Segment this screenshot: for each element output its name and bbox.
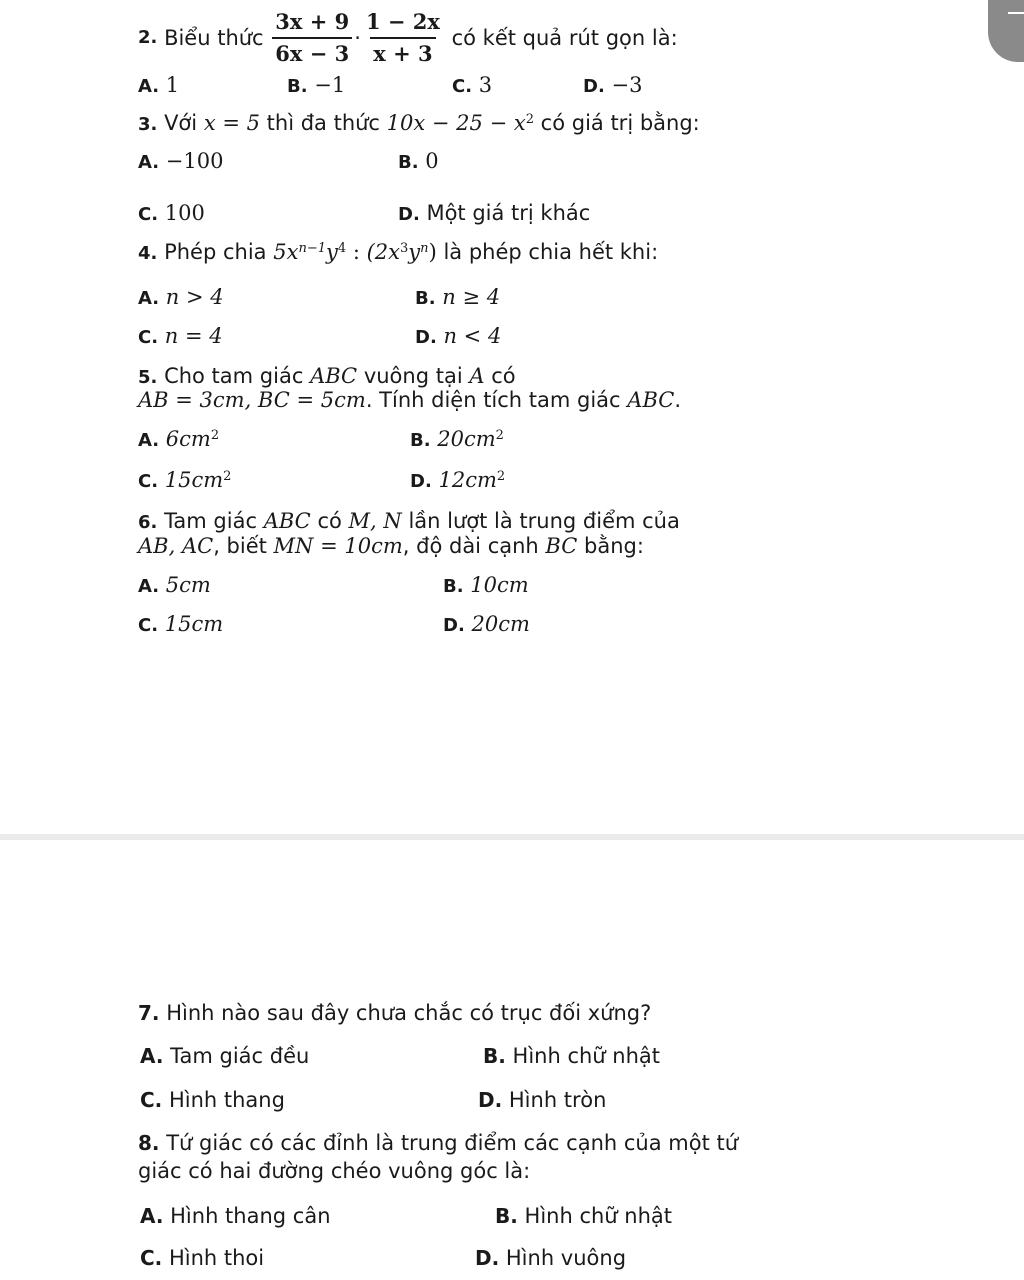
fraction-numerator: 1 − 2x [365, 9, 440, 34]
option-label: B. [443, 576, 464, 597]
fraction-numerator: 3x + 9 [275, 9, 350, 34]
math-expr: ABC [627, 388, 675, 412]
option-b[interactable] [483, 1043, 660, 1069]
option-value: Hình thoi [168, 1246, 265, 1270]
option-b[interactable] [287, 72, 345, 100]
math-expr: MN = 10cm [273, 534, 403, 558]
math-sup: 2 [496, 468, 506, 484]
question-8-line-2 [138, 1158, 530, 1184]
option-value: Hình chữ nhật [512, 1044, 661, 1068]
option-a[interactable] [140, 1203, 331, 1229]
math-expr: 10x − 25 − x [386, 111, 526, 135]
math-sup: 3 [400, 240, 409, 256]
fraction-denominator: x + 3 [370, 37, 435, 67]
question-text: Biểu thức [164, 26, 264, 50]
question-number: 6. [138, 512, 158, 533]
option-c[interactable] [138, 200, 205, 228]
option-label: B. [495, 1204, 518, 1228]
question-number: 8. [138, 1131, 160, 1155]
option-value: Tam giác đều [170, 1044, 310, 1068]
option-label: C. [138, 471, 159, 492]
option-value: 1 [165, 73, 180, 97]
option-value: Hình thang cân [170, 1204, 331, 1228]
math-expr: : [346, 240, 367, 264]
option-label: C. [138, 204, 159, 225]
option-c[interactable] [140, 1245, 264, 1271]
option-value: 3 [478, 73, 493, 97]
option-label: D. [415, 327, 437, 348]
question-text: Tam giác [164, 509, 257, 533]
option-value: Hình chữ nhật [524, 1204, 673, 1228]
option-value: 20cm [471, 612, 530, 636]
question-text: Phép chia [164, 240, 267, 264]
math-sup: 2 [495, 427, 504, 443]
corner-tab [988, 0, 1024, 62]
minus-icon [1008, 12, 1024, 14]
math-expr: ABC [310, 364, 358, 388]
math-sup: 2 [210, 427, 220, 443]
option-c[interactable] [452, 72, 492, 100]
option-label: C. [138, 327, 159, 348]
option-label: D. [475, 1246, 500, 1270]
option-c[interactable] [140, 1087, 285, 1113]
math-expr: A [469, 364, 485, 388]
question-text: có kết quả rút gọn là: [451, 26, 678, 50]
option-d[interactable] [410, 467, 505, 495]
math-expr: y [408, 240, 421, 264]
option-a[interactable] [138, 148, 223, 176]
section-divider [0, 834, 1024, 840]
question-number: 7. [138, 1001, 160, 1025]
question-text: . Tính diện tích tam giác [365, 388, 621, 412]
option-value: −3 [611, 73, 643, 97]
option-d[interactable] [415, 323, 501, 351]
option-value: n = 4 [164, 324, 223, 348]
option-value: Hình vuông [505, 1246, 627, 1270]
math-expr: ABC [263, 509, 311, 533]
option-label: C. [138, 615, 159, 636]
question-4 [138, 239, 658, 267]
option-c[interactable] [138, 467, 231, 495]
question-number: 2. [138, 27, 158, 48]
math-sup: n−1 [298, 240, 327, 256]
option-label: C. [140, 1088, 163, 1112]
math-expr: AB, AC [138, 534, 214, 558]
option-value: n > 4 [165, 285, 224, 309]
option-value: n < 4 [443, 324, 502, 348]
option-label: D. [443, 615, 465, 636]
question-text: giác có hai đường chéo vuông góc là: [138, 1159, 531, 1183]
option-label: A. [138, 76, 160, 97]
question-number: 3. [138, 114, 158, 135]
math-expr: (2x [366, 240, 401, 264]
option-c[interactable] [138, 323, 223, 351]
question-6-line-2 [138, 533, 644, 559]
question-text: Cho tam giác [164, 364, 304, 388]
option-label: B. [287, 76, 308, 97]
option-d[interactable] [475, 1245, 626, 1271]
math-expr: 5x [273, 240, 299, 264]
option-value: 6cm [165, 427, 211, 451]
option-a[interactable] [138, 572, 211, 600]
option-label: A. [140, 1204, 164, 1228]
question-8 [138, 1130, 738, 1156]
option-value: Hình tròn [508, 1088, 607, 1112]
math-expr: ) [428, 240, 437, 264]
math-expr: BC [545, 534, 578, 558]
option-value: 15cm [164, 468, 224, 492]
question-text: có [491, 364, 516, 388]
math-sup: 2 [223, 468, 232, 484]
option-label: B. [398, 152, 419, 173]
multiply-dot: · [354, 26, 361, 50]
option-value: 5cm [165, 573, 211, 597]
question-number: 5. [138, 367, 158, 388]
fraction-2 [363, 9, 443, 67]
option-b[interactable] [443, 572, 529, 600]
question-text: thì đa thức [266, 111, 380, 135]
option-value: n ≥ 4 [442, 285, 501, 309]
option-b[interactable] [415, 284, 500, 312]
option-value: 100 [164, 201, 205, 225]
math-expr: AB = 3cm, BC = 5cm [138, 388, 366, 412]
math-expr: y [326, 240, 338, 264]
math-expr: x = 5 [203, 111, 260, 135]
question-number: 4. [138, 243, 158, 264]
option-value: 12cm [438, 468, 497, 492]
option-label: D. [583, 76, 605, 97]
option-label: D. [478, 1088, 503, 1112]
option-b[interactable] [495, 1203, 672, 1229]
option-d[interactable] [478, 1087, 606, 1113]
math-sup: n [420, 240, 429, 256]
option-a[interactable] [138, 426, 219, 454]
question-text: lần lượt là trung điểm của [408, 509, 680, 533]
option-value: 20cm [437, 427, 496, 451]
option-a[interactable] [138, 72, 179, 100]
option-a[interactable] [138, 284, 224, 312]
option-label: A. [138, 288, 160, 309]
option-label: A. [138, 430, 160, 451]
option-c[interactable] [138, 611, 223, 639]
option-value: 15cm [164, 612, 224, 636]
question-text: Tứ giác có các đỉnh là trung điểm các cạnh của một tứ [166, 1131, 739, 1155]
fraction-denominator: 6x − 3 [272, 37, 352, 67]
fraction-1 [272, 9, 352, 67]
question-text: bằng: [584, 534, 644, 558]
option-b[interactable] [398, 148, 439, 176]
option-label: B. [415, 288, 436, 309]
question-7 [138, 1000, 651, 1026]
question-text: Hình nào sau đây chưa chắc có trục đối xứng? [166, 1001, 652, 1025]
option-d[interactable] [443, 611, 530, 639]
option-label: D. [410, 471, 432, 492]
option-label: B. [410, 430, 431, 451]
option-value: −100 [165, 149, 224, 173]
math-expr: M, N [348, 509, 402, 533]
option-d[interactable] [398, 200, 590, 228]
option-label: C. [140, 1246, 163, 1270]
math-sup: 2 [525, 111, 534, 127]
option-value: Một giá trị khác [426, 201, 591, 225]
option-label: A. [140, 1044, 164, 1068]
question-text: , độ dài cạnh [402, 534, 539, 558]
option-label: B. [483, 1044, 506, 1068]
option-a[interactable] [140, 1043, 309, 1069]
question-text: . [674, 388, 682, 412]
option-label: C. [452, 76, 473, 97]
question-text: , biết [213, 534, 267, 558]
question-6 [138, 508, 680, 536]
question-text: là phép chia hết khi: [443, 240, 659, 264]
question-text: có giá trị bằng: [540, 111, 700, 135]
question-text: có [317, 509, 342, 533]
option-b[interactable] [410, 426, 504, 454]
question-text: Với [164, 111, 198, 135]
math-sup: 4 [337, 240, 347, 256]
question-5-line-2 [138, 387, 681, 413]
option-label: A. [138, 152, 160, 173]
question-text: vuông tại [363, 364, 463, 388]
option-label: A. [138, 576, 160, 597]
option-d[interactable] [583, 72, 642, 100]
option-label: D. [398, 204, 420, 225]
option-value: 10cm [470, 573, 529, 597]
option-value: Hình thang [168, 1088, 285, 1112]
question-3 [138, 110, 700, 138]
option-value: 0 [425, 149, 439, 173]
option-value: −1 [314, 73, 346, 97]
question-2 [138, 9, 678, 66]
